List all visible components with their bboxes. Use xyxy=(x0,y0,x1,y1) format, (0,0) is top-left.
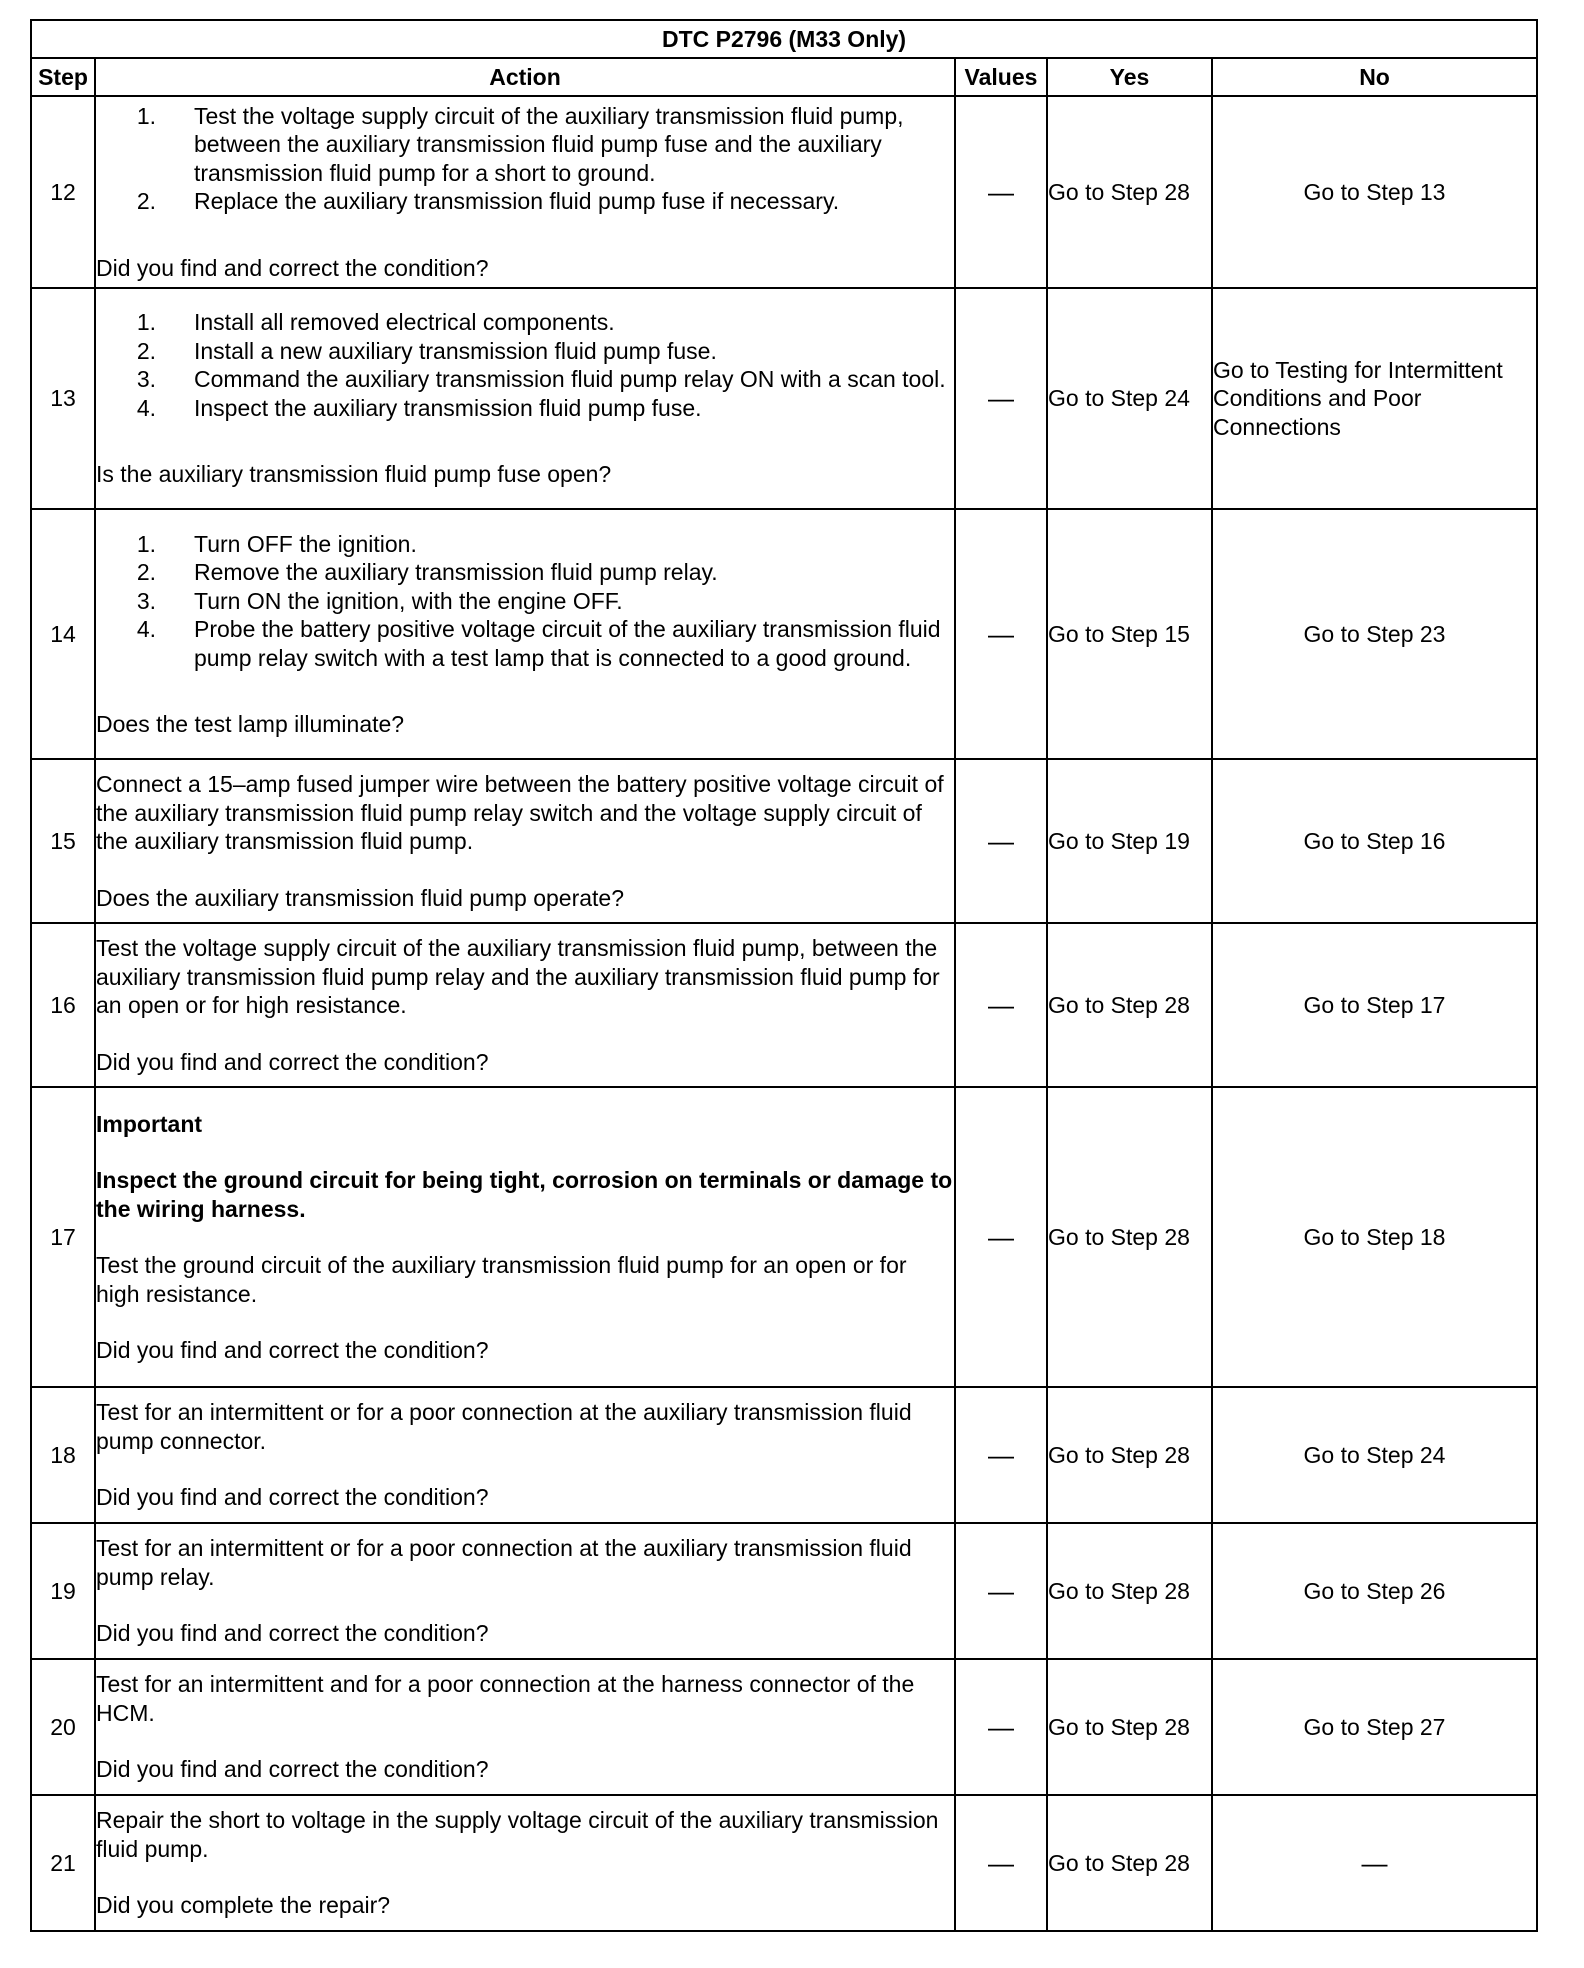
action-question: Did you find and correct the condition? xyxy=(96,1048,489,1075)
item-number: 1. xyxy=(136,309,156,336)
values-cell: — xyxy=(955,509,1047,759)
action-question: Did you find and correct the condition? xyxy=(96,1756,489,1783)
action-cell xyxy=(95,1523,955,1659)
step-number: 21 xyxy=(31,1795,95,1931)
values-cell: — xyxy=(955,1795,1047,1931)
item-text: Command the auxiliary transmission fluid pump relay ON with a scan tool. xyxy=(194,366,946,393)
step-number: 15 xyxy=(31,759,95,923)
step-number: 17 xyxy=(31,1087,95,1387)
no-cell: Go to Step 27 xyxy=(1212,1659,1537,1795)
no-cell: Go to Step 18 xyxy=(1212,1087,1537,1387)
header-yes: Yes xyxy=(1047,58,1212,96)
table-row xyxy=(31,923,1537,1087)
values-cell: — xyxy=(955,1387,1047,1523)
action-text: Test for an intermittent or for a poor connection at the auxiliary transmission fluid pump relay. xyxy=(96,1535,912,1590)
action-cell xyxy=(95,1795,955,1931)
item-number: 2. xyxy=(136,559,156,585)
yes-cell: Go to Step 24 xyxy=(1047,288,1212,509)
table-title: DTC P2796 (M33 Only) xyxy=(31,20,1537,58)
yes-cell: Go to Step 15 xyxy=(1047,509,1212,759)
values-cell: — xyxy=(955,1523,1047,1659)
yes-cell: Go to Step 28 xyxy=(1047,96,1212,288)
action-cell xyxy=(95,1087,955,1387)
list-item xyxy=(96,337,954,366)
no-cell: — xyxy=(1212,1795,1537,1931)
item-text: Remove the auxiliary transmission fluid pump relay. xyxy=(194,559,718,585)
item-number: 4. xyxy=(136,616,156,642)
item-number: 1. xyxy=(136,530,156,557)
item-number: 3. xyxy=(136,587,156,614)
header-no: No xyxy=(1212,58,1537,96)
action-question: Is the auxiliary transmission fluid pump fuse open? xyxy=(96,461,612,488)
action-cell xyxy=(95,288,955,509)
values-cell: — xyxy=(955,1087,1047,1387)
list-item xyxy=(96,365,954,394)
table-row xyxy=(31,1659,1537,1795)
table-title-row xyxy=(31,20,1537,58)
no-cell: Go to Testing for Intermittent Conditions and Poor Connections xyxy=(1212,288,1537,509)
list-item xyxy=(96,394,954,423)
step-number: 20 xyxy=(31,1659,95,1795)
header-values: Values xyxy=(955,58,1047,96)
no-cell: Go to Step 23 xyxy=(1212,509,1537,759)
table-row xyxy=(31,1087,1537,1387)
step-number: 18 xyxy=(31,1387,95,1523)
yes-cell: Go to Step 28 xyxy=(1047,1795,1212,1931)
table-row xyxy=(31,509,1537,759)
list-item xyxy=(96,587,954,616)
action-question: Did you find and correct the condition? xyxy=(96,1620,489,1647)
yes-cell: Go to Step 28 xyxy=(1047,1087,1212,1387)
action-list xyxy=(96,530,954,673)
table-row xyxy=(31,759,1537,923)
action-list xyxy=(96,102,954,216)
step-number: 12 xyxy=(31,96,95,288)
list-item xyxy=(96,308,954,337)
list-item xyxy=(96,558,954,587)
action-cell xyxy=(95,923,955,1087)
action-text: Test for an intermittent or for a poor connection at the auxiliary transmission fluid pump connector. xyxy=(96,1399,912,1454)
no-cell: Go to Step 17 xyxy=(1212,923,1537,1087)
item-number: 3. xyxy=(136,366,156,393)
list-item xyxy=(96,187,954,216)
values-cell: — xyxy=(955,96,1047,288)
item-number: 2. xyxy=(136,337,156,364)
values-cell: — xyxy=(955,288,1047,509)
action-text: Test the voltage supply circuit of the auxiliary transmission fluid pump, between the auxiliary transmission fluid pump relay and the auxiliary transmission fluid pump for an open or for high resistance. xyxy=(96,935,940,1018)
yes-cell: Go to Step 28 xyxy=(1047,1659,1212,1795)
item-text: Turn OFF the ignition. xyxy=(194,530,417,557)
item-text: Install a new auxiliary transmission fluid pump fuse. xyxy=(194,337,717,364)
action-question: Did you complete the repair? xyxy=(96,1892,391,1919)
no-cell: Go to Step 16 xyxy=(1212,759,1537,923)
table-header-row xyxy=(31,58,1537,96)
item-number: 2. xyxy=(136,188,156,215)
no-cell: Go to Step 26 xyxy=(1212,1523,1537,1659)
item-text: Replace the auxiliary transmission fluid pump fuse if necessary. xyxy=(194,188,840,215)
action-question: Did you find and correct the condition? xyxy=(96,1337,489,1363)
item-text: Probe the battery positive voltage circuit of the auxiliary transmission fluid pump relay switch with a test lamp that is connected to a good ground. xyxy=(194,616,941,671)
action-cell xyxy=(95,759,955,923)
table-row xyxy=(31,1795,1537,1931)
action-question: Did you find and correct the condition? xyxy=(96,254,489,281)
values-cell: — xyxy=(955,923,1047,1087)
action-cell xyxy=(95,96,955,288)
step-number: 19 xyxy=(31,1523,95,1659)
step-number: 13 xyxy=(31,288,95,509)
item-number: 1. xyxy=(136,102,156,129)
action-cell xyxy=(95,1387,955,1523)
values-cell: — xyxy=(955,1659,1047,1795)
no-cell: Go to Step 24 xyxy=(1212,1387,1537,1523)
list-item xyxy=(96,615,954,672)
action-question: Does the test lamp illuminate? xyxy=(96,711,405,737)
item-text: Test the voltage supply circuit of the auxiliary transmission fluid pump, between the auxiliary transmission fluid pump fuse and the auxiliary transmission fluid pump for a short to ground. xyxy=(194,102,904,186)
action-cell xyxy=(95,509,955,759)
item-number: 4. xyxy=(136,394,156,421)
item-text: Inspect the auxiliary transmission fluid pump fuse. xyxy=(194,394,702,421)
action-text: Connect a 15–amp fused jumper wire between the battery positive voltage circuit of the auxiliary transmission fluid pump relay switch and the voltage supply circuit of the auxiliary transmission fluid pump. xyxy=(96,771,944,854)
header-action: Action xyxy=(95,58,955,96)
action-text: Test for an intermittent and for a poor connection at the harness connector of the HCM. xyxy=(96,1671,915,1726)
step-number: 14 xyxy=(31,509,95,759)
item-text: Turn ON the ignition, with the engine OFF. xyxy=(194,587,623,614)
important-label: Important xyxy=(96,1110,203,1137)
action-list xyxy=(96,308,954,422)
step-number: 16 xyxy=(31,923,95,1087)
header-step: Step xyxy=(31,58,95,96)
values-cell: — xyxy=(955,759,1047,923)
list-item xyxy=(96,530,954,559)
no-cell: Go to Step 13 xyxy=(1212,96,1537,288)
action-question: Did you find and correct the condition? xyxy=(96,1484,489,1511)
table-row xyxy=(31,1387,1537,1523)
action-cell xyxy=(95,1659,955,1795)
list-item xyxy=(96,102,954,188)
action-text: Test the ground circuit of the auxiliary transmission fluid pump for an open or for high resistance. xyxy=(96,1252,907,1307)
important-text: Inspect the ground circuit for being tight, corrosion on terminals or damage to the wiring harness. xyxy=(96,1167,953,1222)
dtc-table xyxy=(30,19,1538,1932)
table-row xyxy=(31,1523,1537,1659)
table-row xyxy=(31,288,1537,509)
table-row xyxy=(31,96,1537,288)
yes-cell: Go to Step 28 xyxy=(1047,923,1212,1087)
yes-cell: Go to Step 19 xyxy=(1047,759,1212,923)
yes-cell: Go to Step 28 xyxy=(1047,1523,1212,1659)
action-text: Repair the short to voltage in the supply voltage circuit of the auxiliary transmission fluid pump. xyxy=(96,1807,939,1862)
item-text: Install all removed electrical components. xyxy=(194,309,615,336)
action-question: Does the auxiliary transmission fluid pump operate? xyxy=(96,884,624,911)
yes-cell: Go to Step 28 xyxy=(1047,1387,1212,1523)
